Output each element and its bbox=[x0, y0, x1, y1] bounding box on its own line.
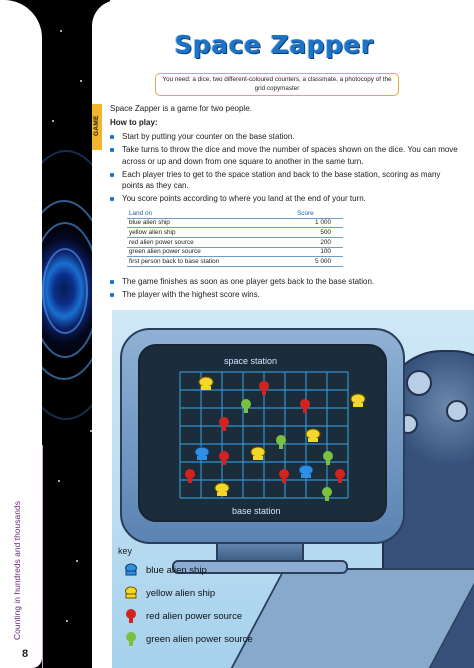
score-cell: 200 bbox=[295, 237, 343, 247]
computer-monitor bbox=[120, 328, 405, 544]
land-on-cell: first person back to base station bbox=[127, 257, 295, 267]
bullet-icon bbox=[110, 197, 114, 201]
page-number: 8 bbox=[22, 648, 29, 660]
land-on-cell: yellow alien ship bbox=[127, 228, 295, 238]
column-header: Land on bbox=[127, 209, 295, 218]
table-row bbox=[127, 228, 343, 238]
yellow-alien-ship-icon bbox=[124, 586, 138, 600]
red-power-source-icon bbox=[219, 451, 229, 465]
yellow-alien-ship-icon bbox=[251, 447, 265, 460]
red-power-source-icon bbox=[219, 417, 229, 431]
key-title: key bbox=[118, 546, 133, 556]
yellow-alien-ship-icon bbox=[199, 377, 213, 390]
star bbox=[60, 30, 62, 32]
red-power-source-icon bbox=[124, 609, 138, 623]
keyboard bbox=[220, 568, 474, 668]
materials-box: You need: a dice, two different-coloured counters, a classmate, a photocopy of the grid copymaster bbox=[155, 73, 399, 96]
table-row bbox=[127, 257, 343, 267]
table-row bbox=[127, 247, 343, 257]
rule-item bbox=[110, 193, 460, 205]
key-label: blue alien ship bbox=[146, 565, 207, 576]
alien-eye bbox=[406, 370, 432, 396]
rules-list bbox=[110, 131, 460, 207]
rule-item bbox=[110, 131, 460, 143]
green-power-source-icon bbox=[323, 451, 333, 465]
yellow-alien-ship-icon bbox=[215, 483, 229, 496]
blue-alien-ship-icon bbox=[124, 563, 138, 577]
star bbox=[52, 120, 54, 122]
star bbox=[80, 80, 82, 82]
alien-eye bbox=[446, 400, 468, 422]
red-power-source-icon bbox=[300, 399, 310, 413]
game-grid bbox=[140, 346, 387, 522]
land-on-cell: green alien power source bbox=[127, 247, 295, 257]
key-label: yellow alien ship bbox=[146, 588, 216, 599]
game-board-screen bbox=[138, 344, 387, 522]
land-on-cell: blue alien ship bbox=[127, 218, 295, 228]
column-header: Score bbox=[295, 209, 343, 218]
land-on-cell: red alien power source bbox=[127, 237, 295, 247]
bullet-icon bbox=[110, 293, 114, 297]
score-cell: 5 000 bbox=[295, 257, 343, 267]
rule-text: Start by putting your counter on the base station. bbox=[122, 132, 295, 141]
intro-text: Space Zapper is a game for two people. bbox=[110, 104, 252, 113]
bullet-icon bbox=[110, 148, 114, 152]
rule-item bbox=[110, 289, 460, 301]
score-cell: 100 bbox=[295, 247, 343, 257]
rule-item bbox=[110, 276, 460, 288]
table-row bbox=[127, 237, 343, 247]
red-power-source-icon bbox=[259, 381, 269, 395]
page-title: Space Zapper bbox=[174, 30, 374, 59]
base-station-label: base station bbox=[232, 506, 281, 516]
how-to-play-heading: How to play: bbox=[110, 118, 158, 127]
green-power-source-icon bbox=[124, 632, 138, 646]
table-header-row bbox=[127, 209, 343, 218]
rule-text: Take turns to throw the dice and move the number of spaces shown on the dice. You can move across or up and down from one square to another in the same turn. bbox=[122, 145, 458, 166]
key-label: green alien power source bbox=[146, 634, 253, 645]
bullet-icon bbox=[110, 135, 114, 139]
score-cell: 1 000 bbox=[295, 218, 343, 228]
rule-item bbox=[110, 144, 460, 167]
star bbox=[76, 560, 78, 562]
space-station-label: space station bbox=[224, 356, 278, 366]
star bbox=[58, 480, 60, 482]
bullet-icon bbox=[110, 280, 114, 284]
yellow-alien-ship-icon bbox=[306, 429, 320, 442]
red-power-source-icon bbox=[335, 469, 345, 483]
bullet-icon bbox=[110, 173, 114, 177]
rule-text: You score points according to where you land at the end of your turn. bbox=[122, 194, 366, 204]
score-cell: 500 bbox=[295, 228, 343, 238]
star bbox=[66, 620, 68, 622]
blue-alien-ship-icon bbox=[299, 465, 313, 478]
yellow-alien-ship-icon bbox=[351, 394, 365, 407]
spine-topic-label: Counting in hundreds and thousands bbox=[12, 501, 22, 640]
game-tab-label: GAME bbox=[93, 115, 100, 136]
table-row bbox=[127, 218, 343, 228]
red-power-source-icon bbox=[185, 469, 195, 483]
score-table bbox=[127, 209, 343, 267]
rule-item bbox=[110, 169, 460, 192]
red-power-source-icon bbox=[279, 469, 289, 483]
key-label: red alien power source bbox=[146, 611, 243, 622]
green-power-source-icon bbox=[322, 487, 332, 501]
rule-text: Each player tries to get to the space station and back to the base station, scoring as many points as they can. bbox=[122, 169, 441, 191]
rule-text: The player with the highest score wins. bbox=[122, 290, 260, 300]
rule-text: The game finishes as soon as one player gets back to the base station. bbox=[122, 277, 375, 286]
blue-alien-ship-icon bbox=[195, 447, 209, 460]
end-rules-list bbox=[110, 276, 460, 302]
margin-divider bbox=[42, 445, 43, 668]
